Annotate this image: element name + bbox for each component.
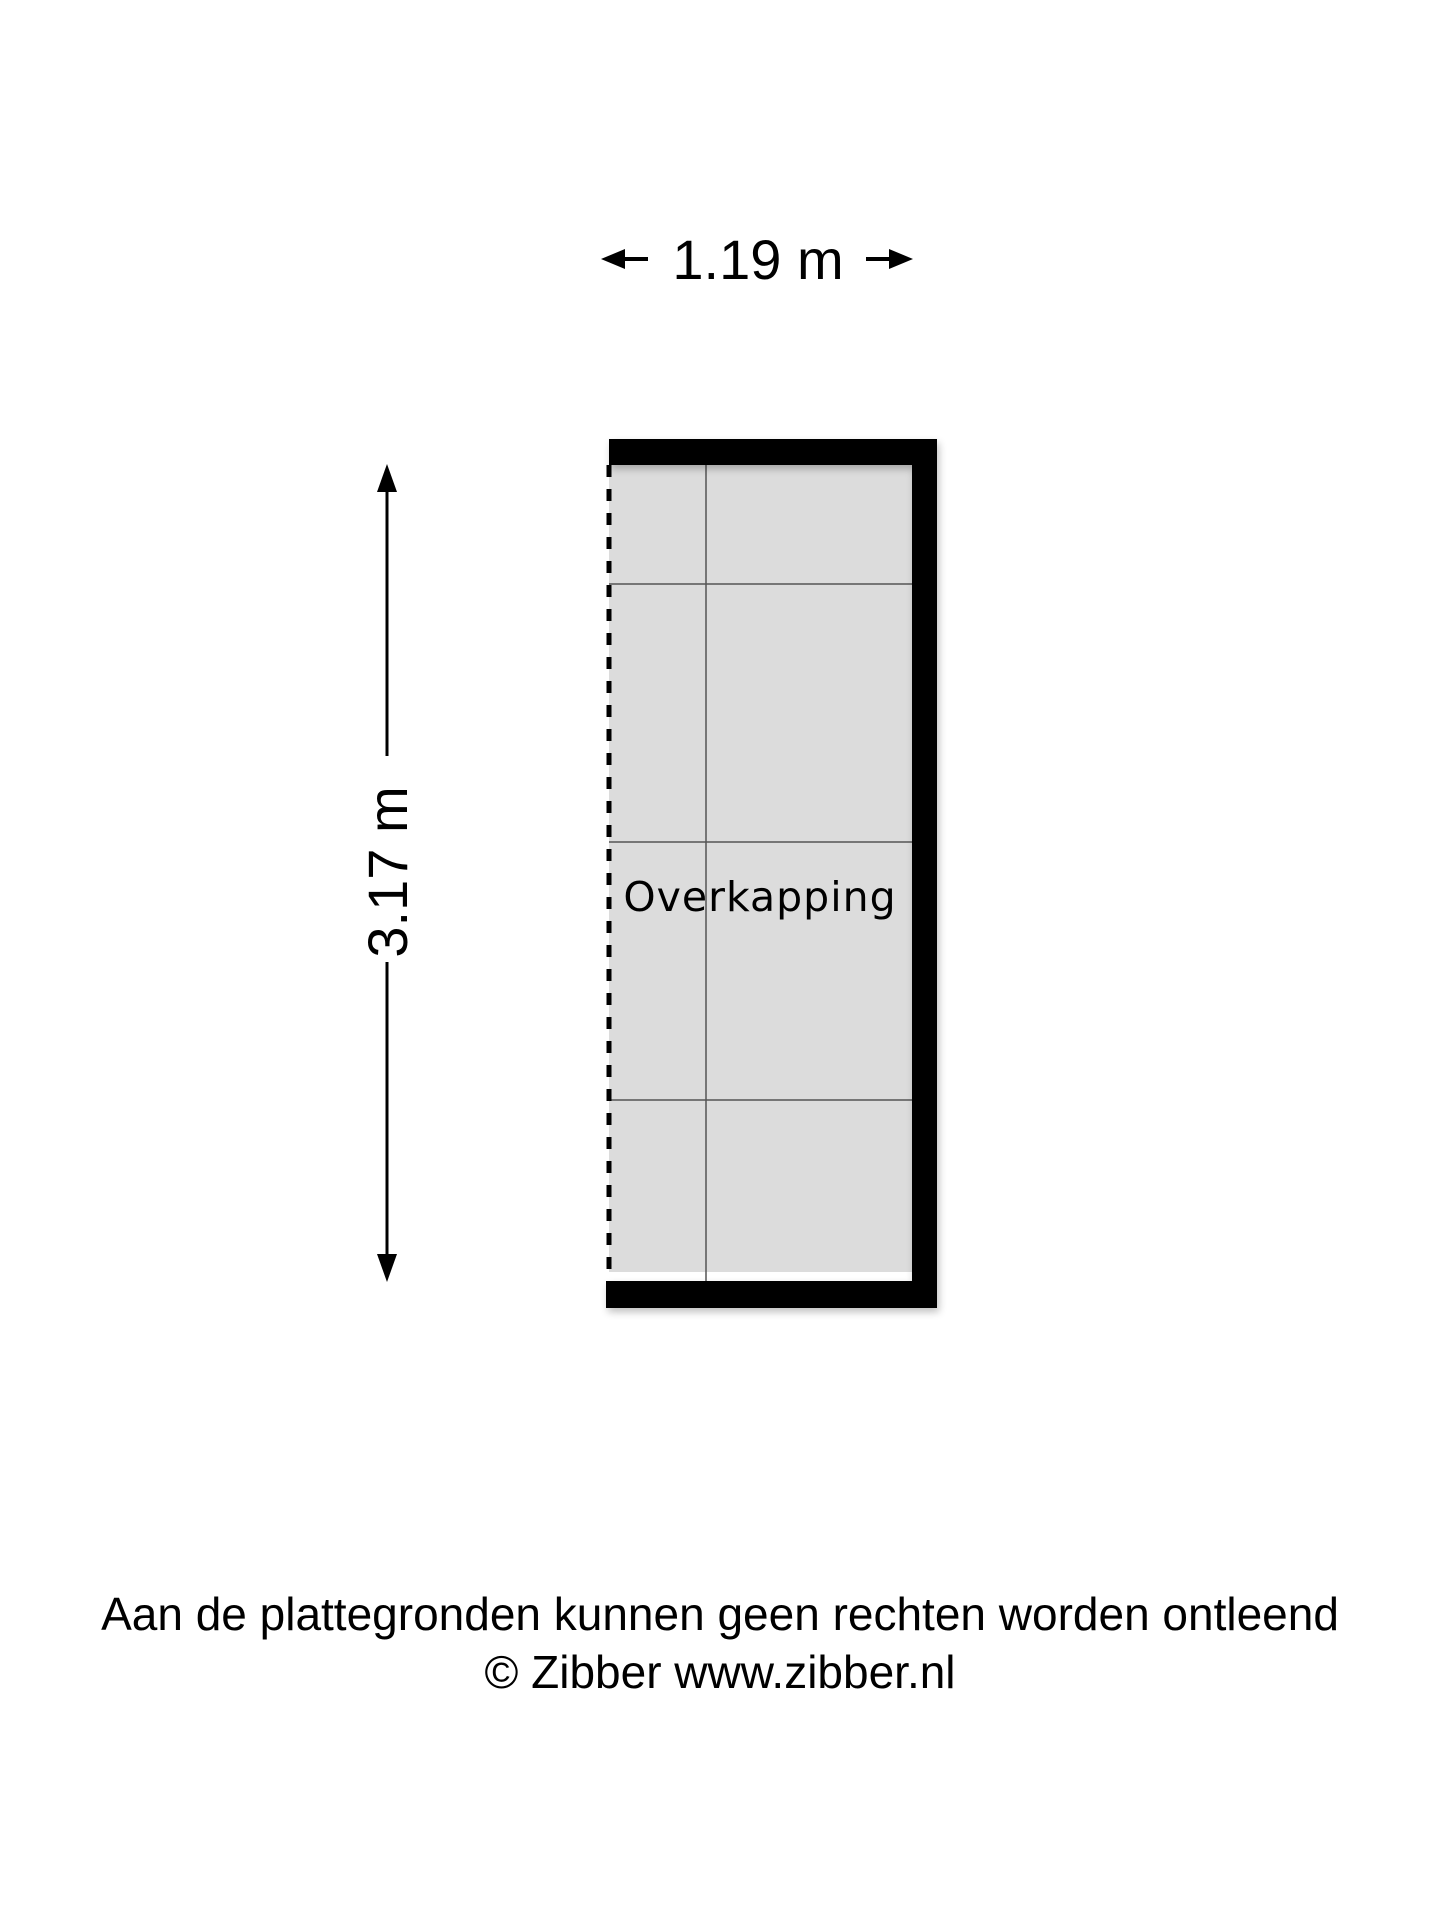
width-arrow-left-head (601, 249, 625, 269)
room-label: Overkapping (623, 873, 897, 921)
width-arrow-right-head (889, 249, 913, 269)
room-floor (609, 465, 912, 1272)
width-label: 1.19 m (672, 228, 844, 291)
height-dimension (356, 464, 419, 1282)
wall-top (609, 439, 937, 465)
height-arrow-bottom-head (377, 1254, 397, 1282)
wall-bottom (606, 1281, 937, 1308)
disclaimer-text: Aan de plattegronden kunnen geen rechten worden ontleend (101, 1588, 1339, 1640)
width-dimension (601, 228, 913, 291)
height-arrow-top-head (377, 464, 397, 492)
copyright-text: © Zibber www.zibber.nl (484, 1646, 956, 1698)
wall-right (912, 439, 937, 1308)
height-label: 3.17 m (356, 786, 419, 958)
room-overkapping (606, 439, 937, 1308)
